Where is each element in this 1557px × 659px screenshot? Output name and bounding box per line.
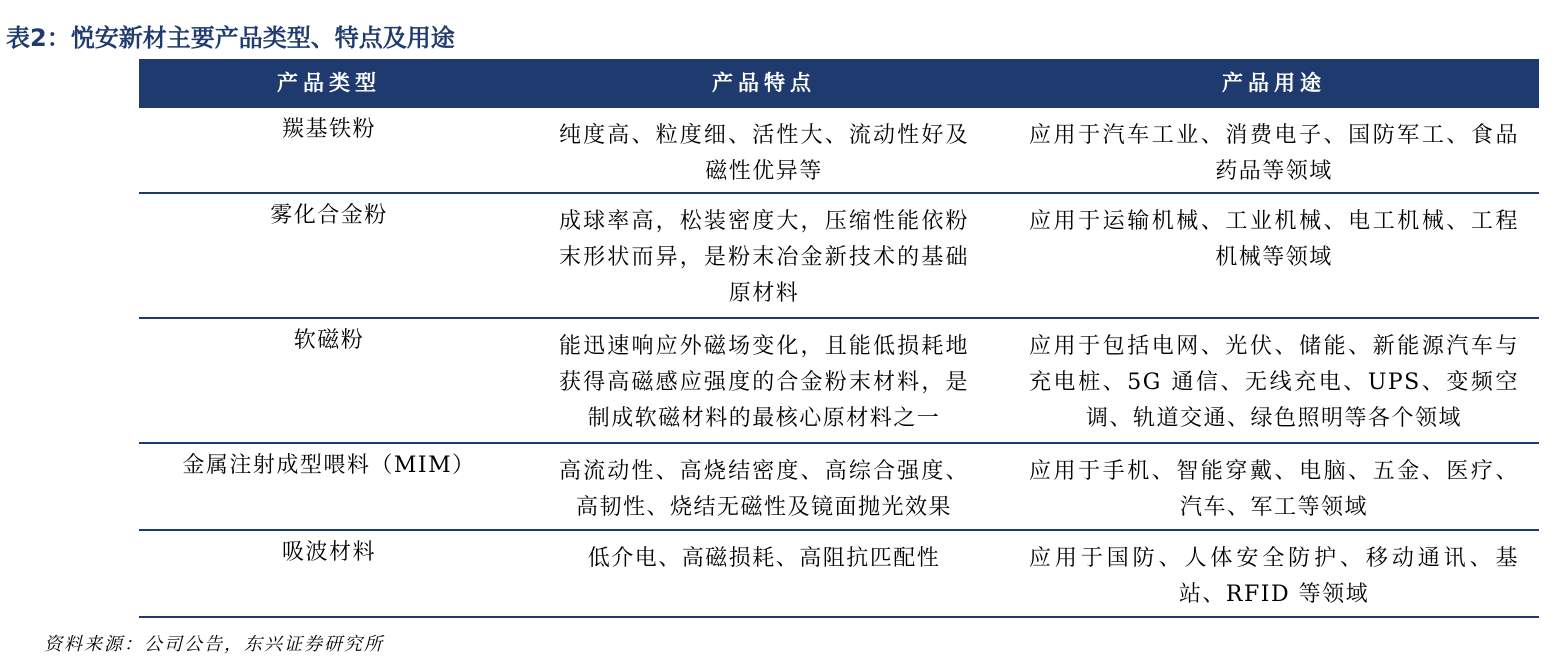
header-product-type: 产品类型 bbox=[277, 71, 381, 95]
header-product-features: 产品特点 bbox=[712, 71, 816, 95]
cell-product-features: 纯度高、粒度细、活性大、流动性好及磁性优异等 bbox=[559, 123, 969, 184]
table-header bbox=[139, 59, 1539, 108]
table-row bbox=[139, 319, 1539, 444]
cell-product-type: 羰基铁粉 bbox=[281, 117, 376, 142]
cell-product-features: 高流动性、高烧结密度、高综合强度、高韧性、烧结无磁性及镜面抛光效果 bbox=[559, 459, 969, 520]
cell-product-type: 吸波材料 bbox=[281, 540, 376, 565]
header-product-uses: 产品用途 bbox=[1222, 71, 1326, 95]
cell-product-features: 成球率高，松装密度大，压缩性能依粉末形状而异，是粉末冶金新技术的基础原材料 bbox=[559, 209, 969, 306]
cell-product-uses: 应用于国防、人体安全防护、移动通讯、基站、RFID 等领域 bbox=[1029, 546, 1519, 607]
cell-product-type: 雾化合金粉 bbox=[270, 203, 388, 228]
cell-product-features: 低介电、高磁损耗、高阻抗匹配性 bbox=[587, 546, 941, 571]
cell-product-type: 软磁粉 bbox=[293, 328, 365, 353]
table-row bbox=[139, 194, 1539, 319]
cell-product-type: 金属注射成型喂料（MIM） bbox=[182, 453, 476, 478]
table-row bbox=[139, 108, 1539, 194]
table-row bbox=[139, 531, 1539, 618]
table-row bbox=[139, 444, 1539, 531]
cell-product-uses: 应用于手机、智能穿戴、电脑、五金、医疗、汽车、军工等领域 bbox=[1029, 459, 1519, 520]
source-note: 资料来源：公司公告，东兴证券研究所 bbox=[44, 634, 384, 655]
cell-product-uses: 应用于汽车工业、消费电子、国防军工、食品药品等领域 bbox=[1029, 123, 1519, 184]
product-table bbox=[139, 59, 1539, 618]
cell-product-uses: 应用于运输机械、工业机械、电工机械、工程机械等领域 bbox=[1029, 209, 1519, 270]
cell-product-features: 能迅速响应外磁场变化，且能低损耗地获得高磁感应强度的合金粉末材料，是制成软磁材料的最核心原材料之一 bbox=[559, 334, 969, 431]
cell-product-uses: 应用于包括电网、光伏、储能、新能源汽车与充电桩、5G 通信、无线充电、UPS、变频空调、轨道交通、绿色照明等各个领域 bbox=[1029, 334, 1519, 431]
table-title: 表2：悦安新材主要产品类型、特点及用途 bbox=[6, 24, 455, 52]
